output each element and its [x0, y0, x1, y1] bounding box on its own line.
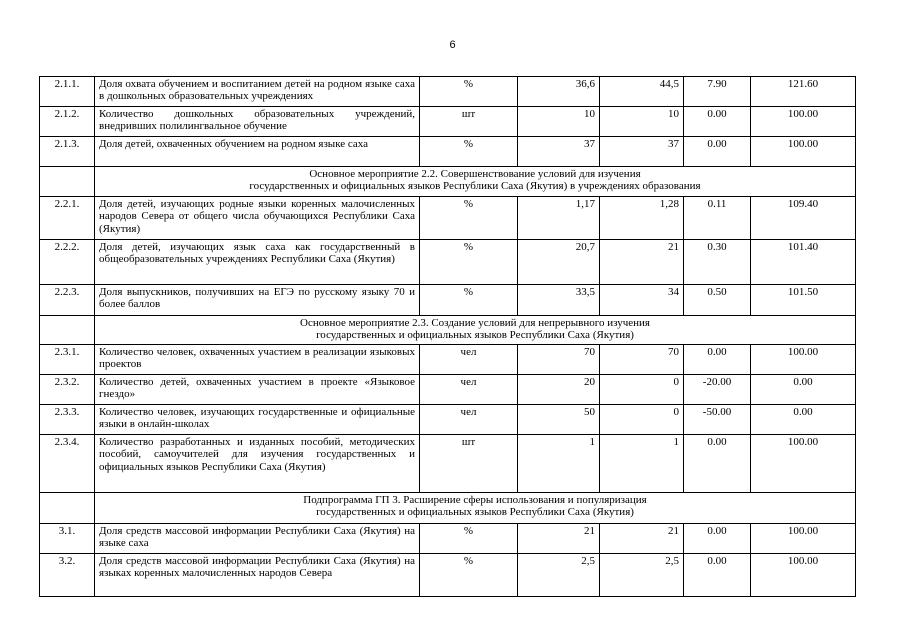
- completion-percent: 100.00: [751, 435, 856, 493]
- completion-percent: 0.00: [751, 375, 856, 405]
- deviation-value: 0.50: [684, 285, 751, 316]
- indicator-description: Доля охвата обучением и воспитанием детей на родном языке саха в дошкольных образовательных учреждениях: [95, 77, 420, 107]
- table-row: [40, 375, 856, 405]
- table-row: [40, 197, 856, 240]
- actual-value: 1,28: [600, 197, 684, 240]
- table-row: [40, 554, 856, 597]
- section-title: [95, 316, 856, 345]
- unit-cell: %: [420, 524, 518, 554]
- completion-percent: 100.00: [751, 345, 856, 375]
- section-title-line2: государственных и официальных языков Республики Саха (Якутия) в учреждениях образования: [249, 180, 701, 193]
- section-title-line1: Подпрограмма ГП 3. Расширение сферы использования и популяризация: [303, 494, 647, 506]
- unit-cell: шт: [420, 435, 518, 493]
- deviation-value: 0.11: [684, 197, 751, 240]
- actual-value: 21: [600, 524, 684, 554]
- row-number: 2.1.3.: [40, 137, 95, 167]
- actual-value: 70: [600, 345, 684, 375]
- indicator-description: Доля детей, изучающих родные языки коренных малочисленных народов Севера от общего числа обучающихся Республики Саха (Якутия): [95, 197, 420, 240]
- completion-percent: 100.00: [751, 524, 856, 554]
- completion-percent: 0.00: [751, 405, 856, 435]
- planned-value: 21: [518, 524, 600, 554]
- deviation-value: 0.00: [684, 435, 751, 493]
- row-number: 2.2.3.: [40, 285, 95, 316]
- row-number: 2.2.1.: [40, 197, 95, 240]
- completion-percent: 100.00: [751, 107, 856, 137]
- actual-value: 34: [600, 285, 684, 316]
- planned-value: 50: [518, 405, 600, 435]
- empty-cell: [40, 167, 95, 197]
- table-row: [40, 405, 856, 435]
- unit-cell: шт: [420, 107, 518, 137]
- row-number: 2.3.1.: [40, 345, 95, 375]
- indicator-description: Количество человек, изучающих государственные и официальные языки в онлайн-школах: [95, 405, 420, 435]
- indicator-description: Доля выпускников, получивших на ЕГЭ по русскому языку 70 и более баллов: [95, 285, 420, 316]
- deviation-value: 0.00: [684, 524, 751, 554]
- indicator-description: Доля средств массовой информации Республики Саха (Якутия) на языках коренных малочисленных народов Севера: [95, 554, 420, 597]
- row-number: 2.3.2.: [40, 375, 95, 405]
- unit-cell: %: [420, 554, 518, 597]
- actual-value: 0: [600, 405, 684, 435]
- table-row: [40, 524, 856, 554]
- planned-value: 20,7: [518, 240, 600, 285]
- section-header-row: [40, 493, 856, 524]
- deviation-value: 0.00: [684, 137, 751, 167]
- unit-cell: чел: [420, 345, 518, 375]
- section-title-line2: государственных и официальных языков Республики Саха (Якутия): [316, 506, 634, 519]
- section-header-row: [40, 167, 856, 197]
- actual-value: 2,5: [600, 554, 684, 597]
- unit-cell: чел: [420, 405, 518, 435]
- completion-percent: 100.00: [751, 554, 856, 597]
- planned-value: 36,6: [518, 77, 600, 107]
- deviation-value: 7.90: [684, 77, 751, 107]
- deviation-value: 0.00: [684, 107, 751, 137]
- table-row: [40, 77, 856, 107]
- indicator-description: Доля детей, изучающих язык саха как государственный в общеобразовательных учреждениях Республики Саха (Якутия): [95, 240, 420, 285]
- indicators-table: [39, 76, 856, 597]
- planned-value: 70: [518, 345, 600, 375]
- planned-value: 10: [518, 107, 600, 137]
- actual-value: 0: [600, 375, 684, 405]
- actual-value: 44,5: [600, 77, 684, 107]
- table-row: [40, 285, 856, 316]
- unit-cell: %: [420, 285, 518, 316]
- row-number: 2.1.1.: [40, 77, 95, 107]
- row-number: 2.1.2.: [40, 107, 95, 137]
- deviation-value: -50.00: [684, 405, 751, 435]
- indicator-description: Количество разработанных и изданных пособий, методических пособий, самоучителей для изучения государственных и официальных языков Республики Саха (Якутия): [95, 435, 420, 493]
- planned-value: 1,17: [518, 197, 600, 240]
- planned-value: 2,5: [518, 554, 600, 597]
- section-title-line2: государственных и официальных языков Республики Саха (Якутия): [316, 329, 634, 342]
- table-row: [40, 107, 856, 137]
- deviation-value: 0.30: [684, 240, 751, 285]
- empty-cell: [40, 316, 95, 345]
- indicator-description: Доля средств массовой информации Республики Саха (Якутия) на языке саха: [95, 524, 420, 554]
- planned-value: 33,5: [518, 285, 600, 316]
- unit-cell: %: [420, 197, 518, 240]
- row-number: 2.3.4.: [40, 435, 95, 493]
- unit-cell: %: [420, 137, 518, 167]
- section-header-row: [40, 316, 856, 345]
- unit-cell: чел: [420, 375, 518, 405]
- completion-percent: 100.00: [751, 137, 856, 167]
- indicator-description: Количество детей, охваченных участием в проекте «Языковое гнездо»: [95, 375, 420, 405]
- unit-cell: %: [420, 77, 518, 107]
- actual-value: 37: [600, 137, 684, 167]
- table-row: [40, 240, 856, 285]
- deviation-value: -20.00: [684, 375, 751, 405]
- planned-value: 37: [518, 137, 600, 167]
- section-title: [95, 493, 856, 524]
- indicator-description: Количество человек, охваченных участием в реализации языковых проектов: [95, 345, 420, 375]
- row-number: 3.1.: [40, 524, 95, 554]
- table-row: [40, 345, 856, 375]
- table-row: [40, 435, 856, 493]
- indicator-description: Количество дошкольных образовательных учреждений, внедривших полилингвальное обучение: [95, 107, 420, 137]
- planned-value: 1: [518, 435, 600, 493]
- table-body: [40, 77, 856, 597]
- indicator-description: Доля детей, охваченных обучением на родном языке саха: [95, 137, 420, 167]
- planned-value: 20: [518, 375, 600, 405]
- actual-value: 10: [600, 107, 684, 137]
- page-number: 6: [449, 39, 456, 51]
- row-number: 2.2.2.: [40, 240, 95, 285]
- completion-percent: 121.60: [751, 77, 856, 107]
- deviation-value: 0.00: [684, 345, 751, 375]
- empty-cell: [40, 493, 95, 524]
- completion-percent: 109.40: [751, 197, 856, 240]
- section-title-line1: Основное мероприятие 2.3. Создание условий для непрерывного изучения: [300, 317, 650, 329]
- section-title-line1: Основное мероприятие 2.2. Совершенствование условий для изучения: [309, 168, 641, 180]
- actual-value: 1: [600, 435, 684, 493]
- row-number: 2.3.3.: [40, 405, 95, 435]
- row-number: 3.2.: [40, 554, 95, 597]
- unit-cell: %: [420, 240, 518, 285]
- completion-percent: 101.50: [751, 285, 856, 316]
- table-row: [40, 137, 856, 167]
- completion-percent: 101.40: [751, 240, 856, 285]
- deviation-value: 0.00: [684, 554, 751, 597]
- section-title: [95, 167, 856, 197]
- actual-value: 21: [600, 240, 684, 285]
